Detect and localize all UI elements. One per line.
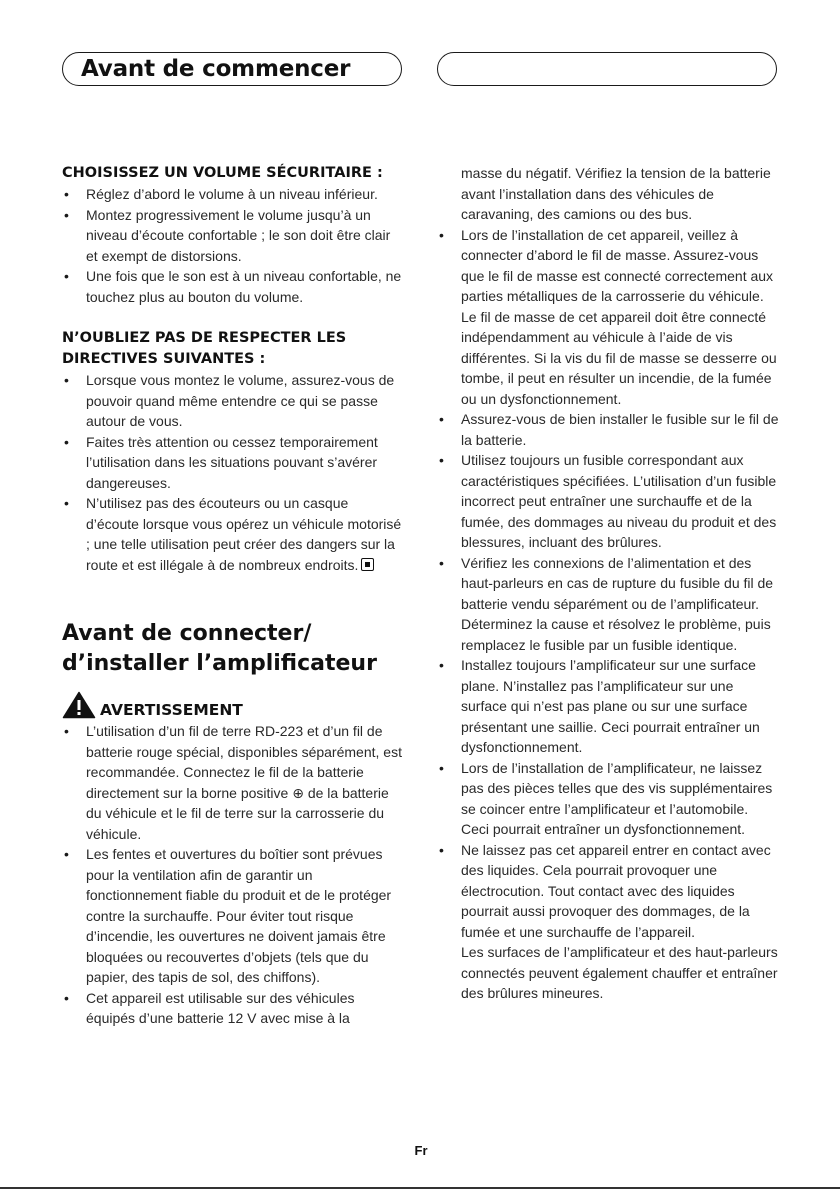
list-item: • Installez toujours l’amplificateur sur une surface plane. N’installez pas l’amplificateur sur une surface qui n’est pas plane ou sur une surface présentant une saillie. Ceci pourrait entraîner un dysfonctionnement.	[437, 655, 779, 758]
list-item: • Montez progressivement le volume jusqu’à un niveau d’écoute confortable ; le son doit être clair et exempt de distorsions.	[62, 205, 404, 267]
list-item: • Faites très attention ou cessez temporairement l’utilisation dans les situations pouvant s’avérer dangereuses.	[62, 432, 404, 494]
left-column	[62, 163, 404, 1029]
section-tab-right	[437, 52, 777, 86]
list-item: • Vérifiez les connexions de l’alimentation et des haut-parleurs en cas de rupture du fusible du fil de batterie vendu séparément ou de l’amplificateur. Déterminez la cause et résolvez le problème, puis remplacez le fusible par un fusible identique.	[437, 553, 779, 656]
list-item: • Réglez d’abord le volume à un niveau inférieur.	[62, 184, 404, 205]
list-item: • Une fois que le son est à un niveau confortable, ne touchez plus au bouton du volume.	[62, 266, 404, 307]
list-item: • Lors de l’installation de cet appareil, veillez à connecter d’abord le fil de masse. Assurez-vous que le fil de masse est connecté correctement aux parties métalliques de la carrosserie du véhicule. Le fil de masse de cet appareil doit être connecté indépendamment au véhicule à l’aide de vis différentes. Si la vis du fil de masse se desserre ou tombe, il peut en résulter un incendie, de la fumée ou un dysfonctionnement.	[437, 225, 779, 410]
end-of-section-icon	[361, 558, 374, 571]
volume-heading: CHOISISSEZ UN VOLUME SÉCURITAIRE :	[62, 165, 383, 181]
install-list	[62, 721, 404, 1029]
list-item: • Assurez-vous de bien installer le fusible sur le fil de la batterie.	[437, 409, 779, 450]
install-list-continued	[437, 225, 779, 943]
list-item: • Cet appareil est utilisable sur des véhicules équipés d’une batterie 12 V avec mise à la	[62, 988, 404, 1029]
directives-list	[62, 370, 404, 575]
volume-list	[62, 184, 404, 307]
trailing-paragraph: Les surfaces de l’amplificateur et des haut-parleurs connectés peuvent également chauffer et entraîner des brûlures mineures.	[461, 944, 778, 1001]
section-title: Avant de commencer	[81, 56, 351, 82]
continued-text: masse du négatif. Vérifiez la tension de la batterie avant l’installation dans des véhicules de caravaning, des camions ou des bus.	[461, 165, 771, 222]
list-item: • Les fentes et ouvertures du boîtier sont prévues pour la ventilation afin de garantir un fonctionnement fiable du produit et de le protéger contre la surchauffe. Pour éviter tout risque d’incendie, les ouvertures ne doivent jamais être bloquées ou recouvertes d’objets (tels que du papier, des tapis de sol, des chiffons).	[62, 844, 404, 988]
warning-triangle-icon	[62, 691, 96, 719]
warning-label: AVERTISSEMENT	[100, 701, 243, 719]
warning-header	[62, 691, 404, 719]
install-title-line2: d’installer l’amplificateur	[62, 651, 377, 676]
install-title-line1: Avant de connecter/	[62, 621, 312, 646]
install-title	[62, 619, 404, 679]
list-item: • Lors de l’installation de l’amplificateur, ne laissez pas des pièces telles que des vis supplémentaires se coincer entre l’amplificateur et l’automobile. Ceci pourrait entraîner un dysfonctionnement.	[437, 758, 779, 840]
list-item-text: N’utilisez pas des écouteurs ou un casque d’écoute lorsque vous opérez un véhicule motorisé ; une telle utilisation peut créer des dangers sur la route et est illégale à de nombreux endroits.	[86, 495, 402, 573]
directives-heading-line2: DIRECTIVES SUIVANTES :	[62, 351, 266, 367]
directives-heading-line1: N’OUBLIEZ PAS DE RESPECTER LES	[62, 330, 347, 346]
list-item: • Lorsque vous montez le volume, assurez-vous de pouvoir quand même entendre ce qui se passe autour de vous.	[62, 370, 404, 432]
list-item: • Ne laissez pas cet appareil entrer en contact avec des liquides. Cela pourrait provoquer une électrocution. Tout contact avec des liquides pourrait aussi provoquer des dommages, de la fumée et une surchauffe de l’appareil.	[437, 840, 779, 943]
list-item: • L’utilisation d’un fil de terre RD-223 et d’un fil de batterie rouge spécial, disponibles séparément, est recommandée. Connectez le fil de la batterie directement sur la borne positive ⊕ de la batterie du véhicule et le fil de terre sur la carrosserie du véhicule.	[62, 721, 404, 844]
right-column	[437, 163, 779, 1004]
page-number: Fr	[414, 1143, 428, 1158]
bottom-divider	[0, 1187, 840, 1189]
section-tab-left	[62, 52, 402, 86]
list-item	[62, 493, 404, 575]
list-item: • Utilisez toujours un fusible correspondant aux caractéristiques spécifiées. L’utilisation d’un fusible incorrect peut entraîner une surchauffe et de la fumée, des dommages au niveau du produit et des blessures, incluant des brûlures.	[437, 450, 779, 553]
